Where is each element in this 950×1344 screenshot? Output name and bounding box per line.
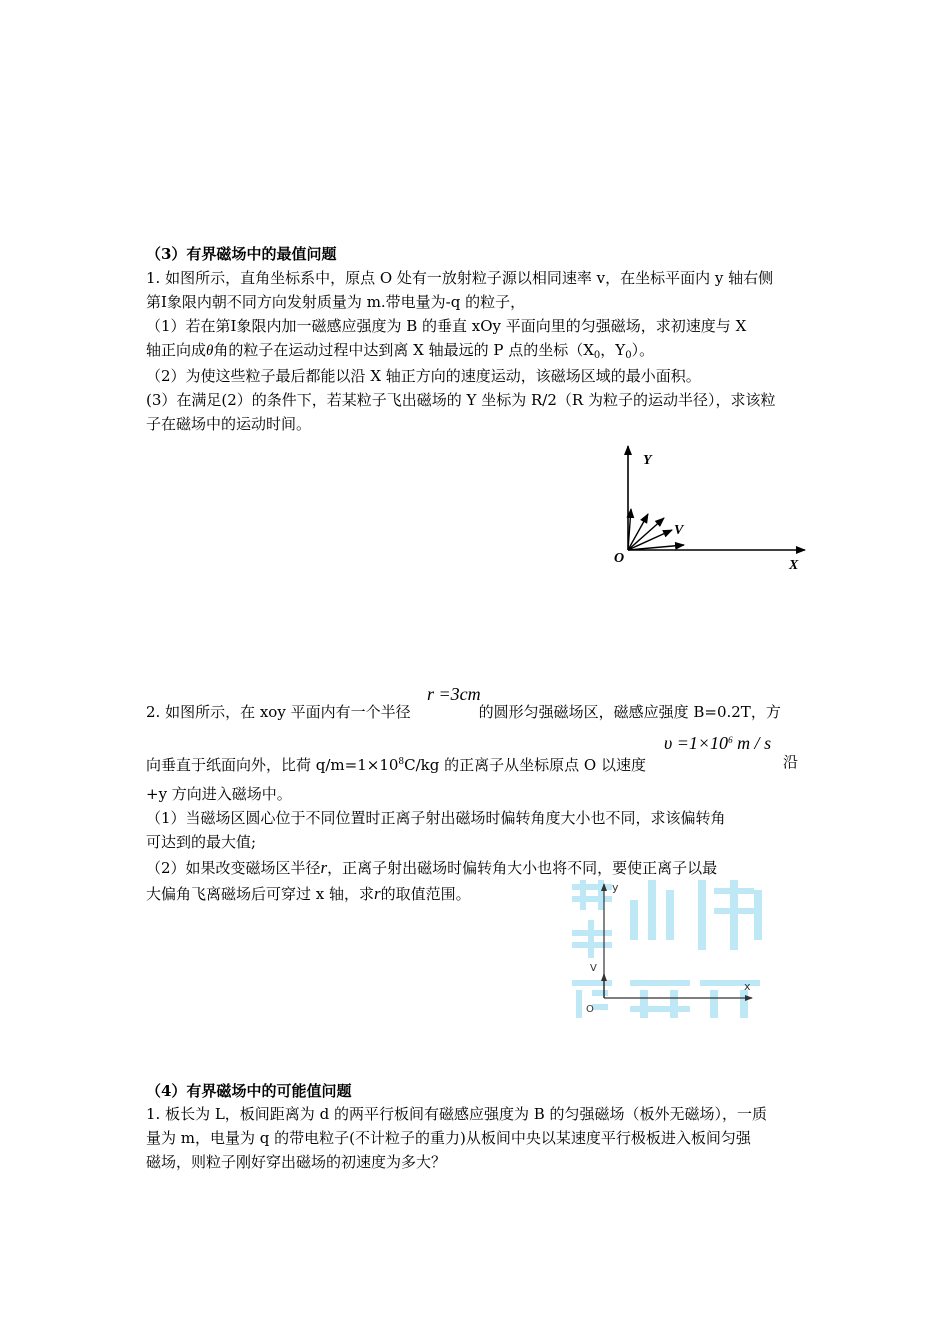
fig2-v-label: V (590, 963, 597, 974)
fig1-origin-label: O (614, 551, 625, 566)
q1-line4-a: 轴正向成 (146, 341, 207, 359)
s4-q1-line3: 磁场，则粒子刚好穿出磁场的初速度为多大？ (146, 1153, 447, 1171)
q2-line2-c: 沿 (783, 753, 799, 771)
q2-line2-b: C/kg 的正离子从坐标原点 O 以速度 (404, 756, 646, 774)
v-expression-a: υ =1×10 (664, 733, 729, 753)
q1-line4-c: ，Y (600, 341, 626, 359)
q2-line6-a: （2）如果改变磁场区半径 (146, 859, 321, 877)
fig1-v-label: V (674, 523, 684, 538)
fig2-origin-label: O (586, 1004, 594, 1015)
q1-line5: （2）为使这些粒子最后都能以沿 X 轴正方向的速度运动，该磁场区域的最小面积。 (146, 367, 701, 385)
q1-line7: 子在磁场中的运动时间。 (146, 415, 312, 433)
q1-line3: （1）若在第Ⅰ象限内加一磁感应强度为 B 的垂直 xOy 平面向里的匀强磁场，求初速度与 X (146, 317, 747, 335)
v-exponent: 6 (728, 735, 733, 745)
q2-line1-b: 的圆形匀强磁场区，磁感应强度 B=0.2T，方 (478, 703, 781, 721)
q2-line2-a: 向垂直于纸面向外，比荷 q/m=1×10 (146, 756, 399, 774)
x0-subscript: 0 (593, 350, 601, 361)
q1-line4-d: ）。 (631, 341, 655, 359)
q2-line7-b: 的取值范围。 (380, 885, 471, 903)
theta-symbol: θ (206, 343, 214, 359)
fig2-y-label: y (612, 881, 619, 894)
q2-line5: 可达到的最大值; (146, 833, 257, 851)
q1-line2: 第Ⅰ象限内朝不同方向发射质量为 m.带电量为-q 的粒子， (146, 293, 526, 311)
q2-line1-a: 2. 如图所示，在 xoy 平面内有一个半径 (146, 703, 411, 721)
charge-exponent: 8 (398, 757, 405, 767)
fig1-x-label: X (789, 558, 799, 573)
r-expression: r =3cm (427, 684, 481, 704)
fig2-x-label: x (744, 980, 751, 993)
q2-line3: +y 方向进入磁场中。 (146, 785, 292, 803)
y0-subscript: 0 (625, 350, 632, 361)
v-expression-b: m / s (732, 733, 772, 753)
q2-line4: （1）当磁场区圆心位于不同位置时正离子射出磁场时偏转角度大小也不同，求该偏转角 (146, 809, 726, 827)
section3-heading: （3）有界磁场中的最值问题 (146, 245, 337, 263)
q2-line6-b: ，正离子射出磁场时偏转角大小也将不同，要使正离子以最 (327, 859, 718, 877)
s4-q1-line2: 量为 m，电量为 q 的带电粒子(不计粒子的重力)从板间中央以某速度平行极板进入板间匀强 (146, 1129, 751, 1147)
section4-heading: （4）有界磁场中的可能值问题 (146, 1082, 352, 1100)
r-symbol: r (320, 858, 328, 877)
q1-line1: 1. 如图所示，直角坐标系中，原点 O 处有一放射粒子源以相同速率 v，在坐标平面内 y 轴右侧 (146, 269, 774, 287)
s4-q1-line1: 1. 板长为 L，板间距离为 d 的两平行板间有磁感应强度为 B 的匀强磁场（板外无磁场），一质 (146, 1105, 768, 1123)
fig1-y-label: Y (643, 453, 652, 468)
q1-line4-b: 角的粒子在运动过程中达到离 X 轴最远的 P 点的坐标（X (213, 341, 594, 359)
q1-line6: (3）在满足(2）的条件下，若某粒子飞出磁场的 Y 坐标为 R/2（R 为粒子的运动半径），求该粒 (146, 391, 776, 409)
r-symbol: r (374, 884, 381, 903)
q2-line7-a: 大偏角飞离磁场后可穿过 x 轴，求 (146, 885, 374, 903)
